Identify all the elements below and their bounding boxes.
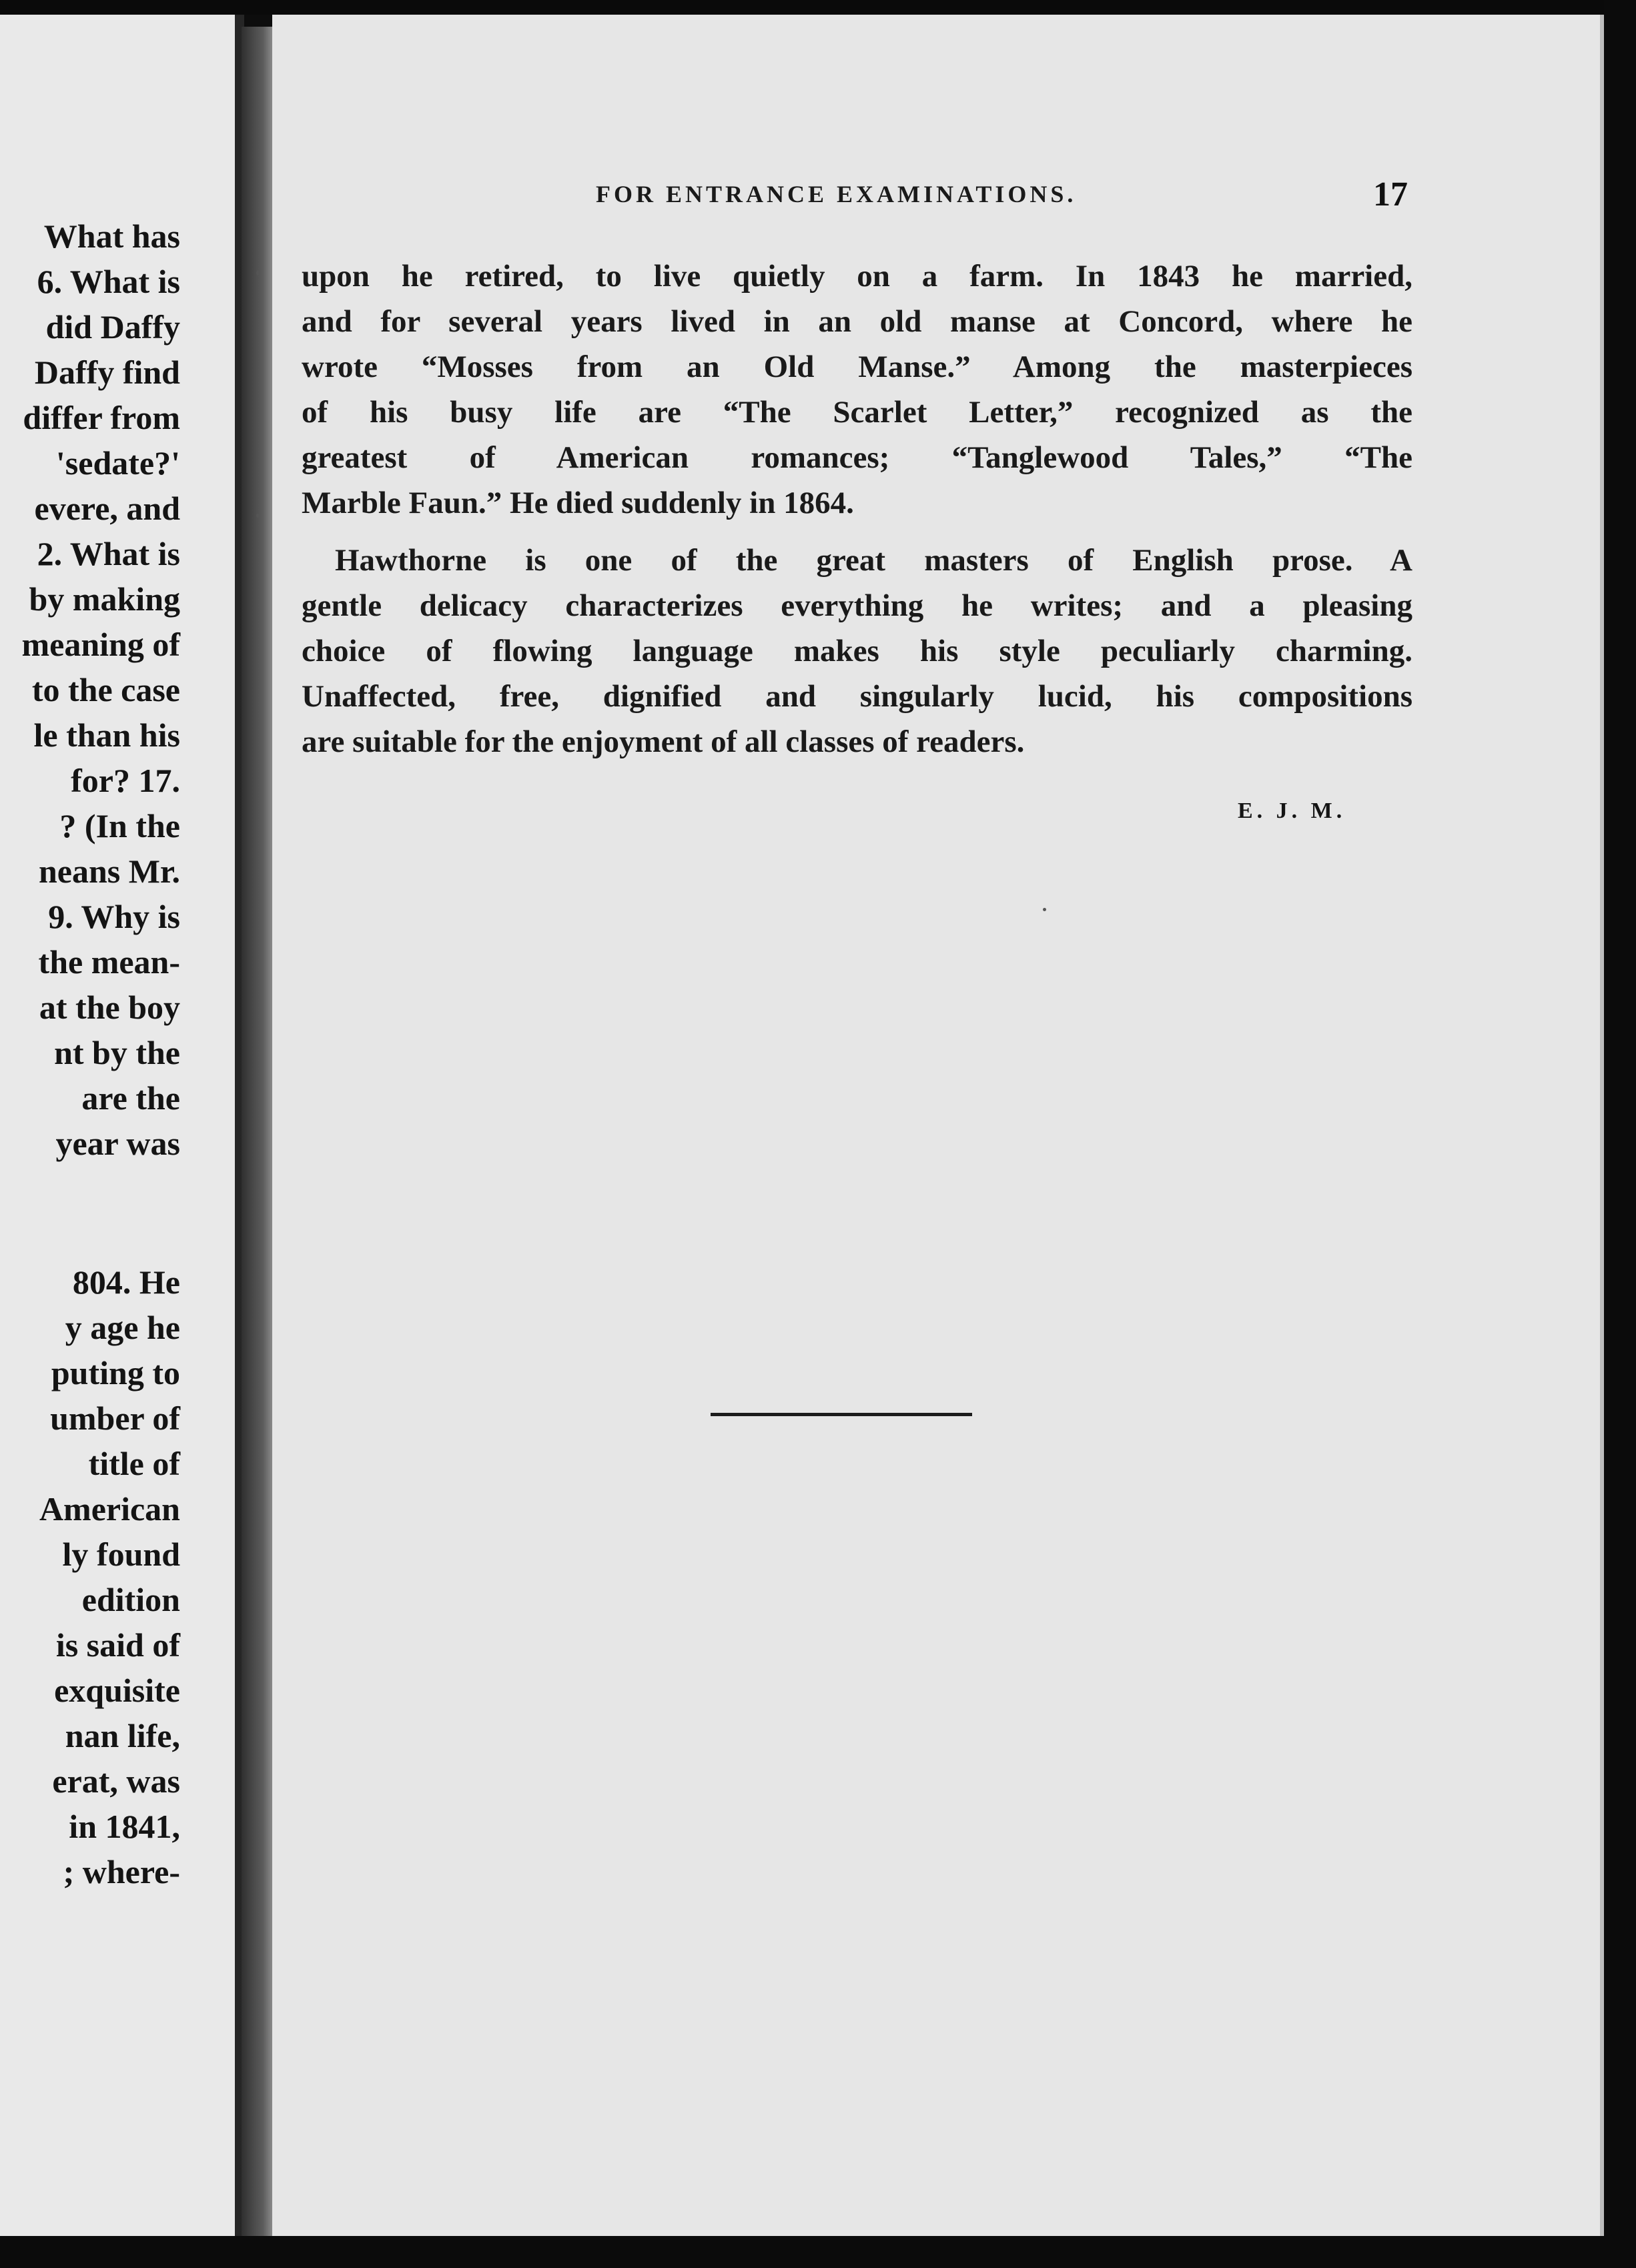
- left-line: le than his: [33, 716, 180, 754]
- left-line: 804. He: [72, 1263, 180, 1301]
- text-line: and for several years lived in an old manse at Concord, where he: [302, 304, 1412, 339]
- left-line: American: [39, 1490, 180, 1528]
- scan-border-top: [0, 0, 1636, 15]
- running-head: FOR ENTRANCE EXAMINATIONS.: [596, 181, 1077, 207]
- left-line: edition: [81, 1581, 180, 1618]
- left-line: umber of: [50, 1399, 180, 1437]
- scan-border-right: [1604, 0, 1636, 2268]
- left-line: year was: [55, 1125, 180, 1162]
- text-line: greatest of American romances; “Tanglewood Tales,” “The: [302, 440, 1412, 475]
- text-line: gentle delicacy characterizes everything he writes; and a pleasing: [302, 588, 1412, 623]
- text-line: of his busy life are “The Scarlet Letter,” recognized as the: [302, 395, 1412, 430]
- left-line: erat, was: [52, 1762, 180, 1800]
- left-page-text: [0, 213, 180, 1894]
- text-line: upon he retired, to live quietly on a farm. In 1843 he married,: [302, 259, 1412, 294]
- left-line: is said of: [55, 1626, 180, 1664]
- book-gutter: [242, 27, 272, 2241]
- left-line: Daffy find: [34, 354, 180, 391]
- scan-border-bottom: [0, 2236, 1636, 2268]
- left-line: ; where-: [63, 1853, 180, 1890]
- left-line: to the case: [31, 671, 180, 708]
- left-line: by making: [29, 580, 180, 618]
- left-line: 2. What is: [37, 535, 180, 572]
- section-end-rule: [711, 1413, 972, 1416]
- left-line: differ from: [23, 399, 180, 436]
- left-line: puting to: [51, 1354, 180, 1391]
- left-line: ? (In the: [59, 807, 180, 844]
- left-section-gap: [0, 1166, 180, 1259]
- left-line: meaning of: [21, 626, 180, 663]
- left-line: at the boy: [39, 989, 180, 1026]
- paragraph-gap: [302, 526, 1412, 538]
- text-line: Unaffected, free, dignified and singularly lucid, his compositions: [302, 679, 1412, 714]
- left-line: 'sedate?': [55, 444, 180, 482]
- text-line: choice of flowing language makes his style peculiarly charming.: [302, 634, 1412, 668]
- left-line: 6. What is: [37, 263, 180, 300]
- left-line: nan life,: [65, 1717, 180, 1754]
- left-line: exquisite: [54, 1672, 180, 1709]
- left-line: evere, and: [34, 490, 180, 527]
- text-line: Hawthorne is one of the great masters of English prose. A: [335, 543, 1412, 578]
- left-line: What has: [43, 217, 180, 255]
- left-line: neans Mr.: [38, 853, 180, 890]
- print-speck: [1043, 908, 1046, 911]
- left-line: title of: [88, 1445, 180, 1482]
- left-line: 9. Why is: [48, 898, 180, 935]
- print-speck: [256, 514, 260, 518]
- print-speck: [256, 270, 260, 275]
- body-text: [302, 253, 1412, 764]
- left-line: are the: [81, 1079, 180, 1117]
- left-line: y age he: [65, 1309, 180, 1346]
- left-line: nt by the: [54, 1034, 180, 1071]
- left-line: ly found: [62, 1536, 180, 1573]
- left-page: [0, 15, 242, 2268]
- text-line: wrote “Mosses from an Old Manse.” Among the masterpieces: [302, 350, 1412, 384]
- left-line: the mean-: [38, 943, 180, 981]
- page-number: 17: [1373, 175, 1408, 213]
- text-line: are suitable for the enjoyment of all classes of readers.: [302, 724, 1025, 759]
- text-line: Marble Faun.” He died suddenly in 1864.: [302, 486, 854, 520]
- left-line: in 1841,: [69, 1808, 180, 1845]
- left-line: for? 17.: [71, 762, 180, 799]
- left-line: did Daffy: [45, 308, 180, 346]
- author-initials: E. J. M.: [1238, 798, 1346, 823]
